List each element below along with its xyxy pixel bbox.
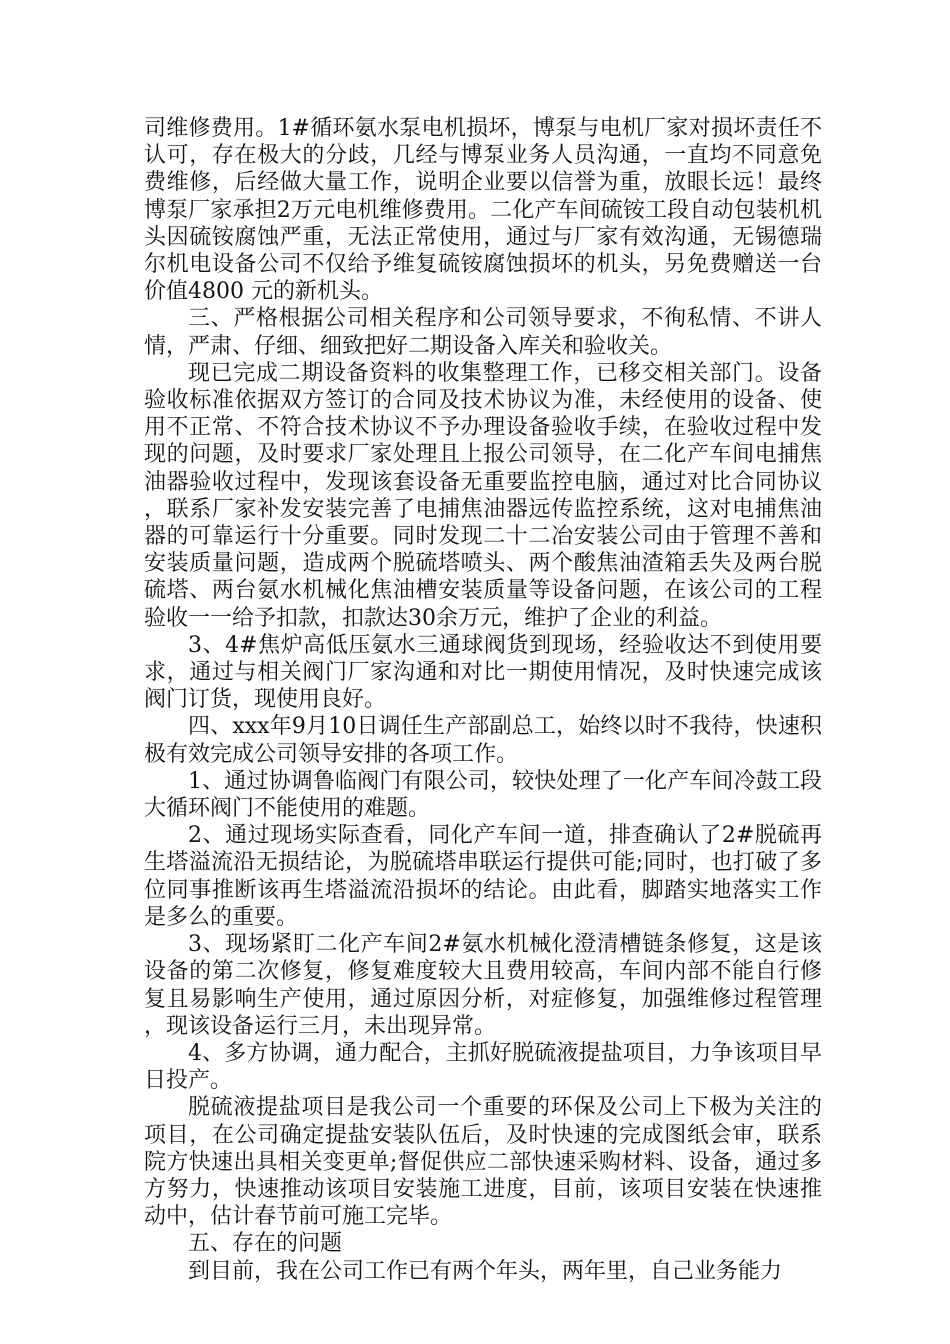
paragraph-section-four-heading: 四、xxx年9月10日调任生产部副总工，始终以时不我待，快速积极有效完成公司领导安排的各项工作。 bbox=[144, 714, 822, 767]
paragraph-item-4: 4、多方协调，通力配合，主抓好脱硫液提盐项目，力争该项目早日投产。 bbox=[144, 1040, 822, 1094]
paragraph-section-three-heading: 三、严格根据公司相关程序和公司领导要求，不徇私情、不讲人情，严肃、仔细、细致把好二期设备入库关和验收关。 bbox=[144, 306, 822, 359]
paragraph-item-1: 1、通过协调鲁临阀门有限公司，较快处理了一化产车间冷鼓工段大循环阀门不能使用的难题。 bbox=[144, 768, 822, 822]
paragraph-salt-project: 脱硫液提盐项目是我公司一个重要的环保及公司上下极为关注的项目，在公司确定提盐安装队伍后，及时快速的完成图纸会审，联系院方快速出具相关变更单;督促供应二部快速采购材料、设备，通过多方努力，快速推动该项目安装施工进度，目前，该项目安装在快速推动中，估计春节前可施工完毕。 bbox=[144, 1095, 822, 1230]
paragraph-ball-valve: 3、4#焦炉高低压氨水三通球阀货到现场，经验收达不到使用要求，通过与相关阀门厂家沟通和对比一期使用情况，及时快速完成该阀门订货，现使用良好。 bbox=[144, 632, 822, 713]
paragraph-item-3: 3、现场紧盯二化产车间2#氨水机械化澄清槽链条修复，这是该设备的第二次修复，修复难度较大且费用较高，车间内部不能自行修复且易影响生产使用，通过原因分析，对症修复，加强维修过程管理，现该设备运行三月，未出现异常。 bbox=[144, 932, 822, 1039]
paragraph-phase-two-acceptance: 现已完成二期设备资料的收集整理工作，已移交相关部门。设备验收标准依据双方签订的合同及技术协议为准，未经使用的设备、使用不正常、不符合技术协议不予办理设备验收手续，在验收过程中发现的问题，及时要求厂家处理且上报公司领导，在二化产车间电捕焦油器验收过程中，发现该套设备无重要监控电脑，通过对比合同协议，联系厂家补发安装完善了电捕焦油器远传监控系统，这对电捕焦油器的可靠运行十分重要。同时发现二十二冶安装公司由于管理不善和安装质量问题，造成两个脱硫塔喷头、两个酸焦油渣箱丢失及两台脱硫塔、两台氨水机械化焦油槽安装质量等设备问题，在该公司的工程验收一一给予扣款，扣款达30余万元，维护了企业的利益。 bbox=[144, 360, 822, 631]
document-page bbox=[144, 115, 822, 1285]
paragraph-repair-costs: 司维修费用。1#循环氨水泵电机损坏，博泵与电机厂家对损坏责任不认可，存在极大的分歧，几经与博泵业务人员沟通，一直均不同意免费维修，后经做大量工作，说明企业要以信誉为重，放眼长远！最终博泵厂家承担2万元电机维修费用。二化产车间硫铵工段自动包装机机头因硫铵腐蚀严重，无法正常使用，通过与厂家有效沟通，无锡德瑞尔机电设备公司不仅给予维复硫铵腐蚀损坏的机头，另免费赠送一台价值4800 元的新机头。 bbox=[144, 116, 822, 305]
paragraph-section-five-heading: 五、存在的问题 bbox=[188, 1231, 343, 1257]
paragraph-item-2: 2、通过现场实际查看，同化产车间一道，排查确认了2#脱硫再生塔溢流沿无损结论，为脱硫塔串联运行提供可能;同时，也打破了多位同事推断该再生塔溢流沿损坏的结论。由此看，脚踏实地落实工作是多么的重要。 bbox=[144, 823, 822, 930]
paragraph-problems-intro: 到目前，我在公司工作已有两个年头，两年里，自己业务能力 bbox=[188, 1258, 783, 1284]
